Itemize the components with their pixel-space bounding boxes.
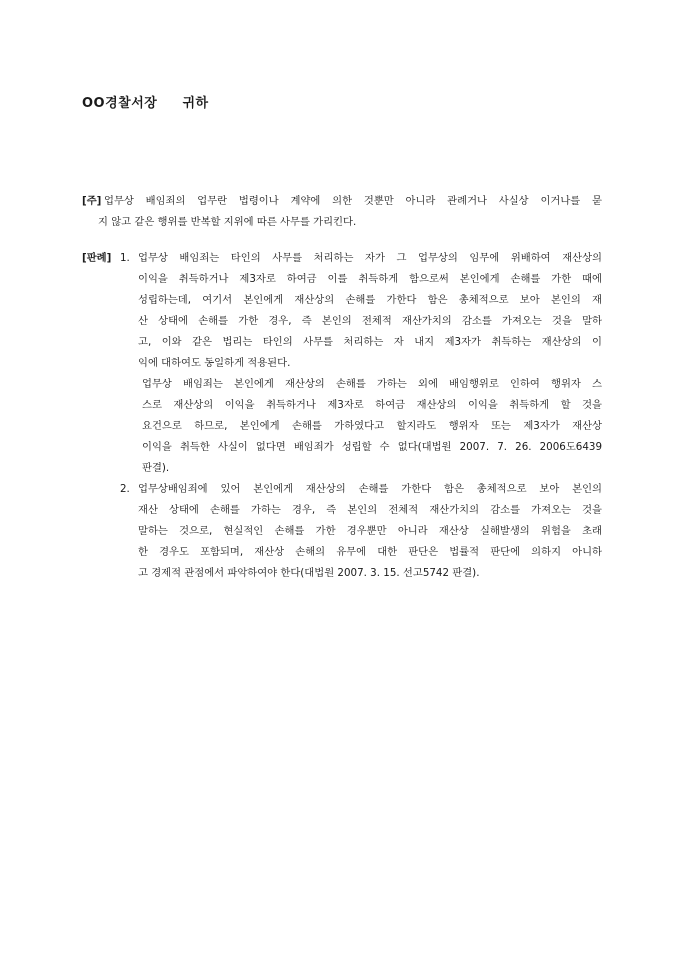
item-1-line: 고, 이와 같은 법리는 타인의 사무를 처리하는 자 내지 제3자가 취득하는 재산상의 이 bbox=[138, 336, 602, 348]
note-line-1: 업무상 배임죄의 업무란 법령이나 계약에 의한 것뿐만 아니라 관례거나 사실상 이거나를 묻 bbox=[104, 195, 602, 207]
item-1-line: 성립하는데, 여기서 본인에게 재산상의 손해를 가한다 함은 총체적으로 보아 본인의 재 bbox=[138, 294, 602, 306]
item-1-line: 익에 대하여도 동일하게 적용된다. bbox=[138, 357, 291, 369]
item-1-para2-line: 스로 재산상의 이익을 취득하거나 제3자로 하여금 재산상의 이익을 취득하게 할 것을 bbox=[142, 399, 602, 411]
item-2-line: 업무상배임죄에 있어 본인에게 재산상의 손해를 가한다 함은 총체적으로 보아 본인의 bbox=[138, 483, 602, 495]
item-1-line: 업무상 배임죄는 타인의 사무를 처리하는 자가 그 업무상의 임무에 위배하여 재산상의 bbox=[138, 252, 602, 264]
item-2-line: 말하는 것으로, 현실적인 손해를 가한 경우뿐만 아니라 재산상 실해발생의 위험을 초래 bbox=[138, 525, 602, 537]
item-1-number: 1. bbox=[120, 252, 130, 264]
item-1-para2-line: 업무상 배임죄는 본인에게 재산상의 손해를 가하는 외에 배임행위로 인하여 행위자 스 bbox=[142, 378, 602, 390]
item-1-para2-line: 이익을 취득한 사실이 없다면 배임죄가 성립할 수 없다(대법원 2007. 7. 26. 2006도6439 bbox=[142, 441, 602, 453]
note-label: [주] bbox=[82, 195, 102, 207]
item-1-para2-line: 판결). bbox=[142, 462, 170, 474]
item-2-line: 재산 상태에 손해를 가하는 경우, 즉 본인의 전체적 재산가치의 감소를 가져오는 것을 bbox=[138, 504, 602, 516]
precedent-item-1 bbox=[120, 248, 602, 269]
item-1-para2-line: 요건으로 하므로, 본인에게 손해를 가하였다고 할지라도 행위자 또는 제3자가 재산상 bbox=[142, 420, 602, 432]
precedent-item-1-paragraph-2 bbox=[82, 374, 602, 479]
precedents-section bbox=[82, 248, 602, 584]
item-1-line: 산 상태에 손해를 가한 경우, 즉 본인의 전체적 재산가치의 감소를 가져오는 것을 말하 bbox=[138, 315, 602, 327]
precedents-label: [판례] bbox=[82, 252, 112, 264]
precedent-item-2 bbox=[82, 479, 602, 584]
item-2-line: 고 경제적 관점에서 파악하여야 한다(대법원 2007. 3. 15. 선고5742 판결). bbox=[138, 567, 480, 579]
item-1-line: 이익을 취득하거나 제3자로 하여금 이를 취득하게 함으로써 본인에게 손해를 가한 때에 bbox=[138, 273, 602, 285]
note-section bbox=[82, 191, 602, 233]
item-2-line: 한 경우도 포함되며, 재산상 손해의 유무에 대한 판단은 법률적 판단에 의하지 아니하 bbox=[138, 546, 602, 558]
note-line-2: 지 않고 같은 행위를 반복할 지위에 따른 사무를 가리킨다. bbox=[98, 216, 357, 228]
addressee-line: OO경찰서장 귀하 bbox=[82, 96, 209, 111]
item-2-number: 2. bbox=[120, 483, 130, 495]
